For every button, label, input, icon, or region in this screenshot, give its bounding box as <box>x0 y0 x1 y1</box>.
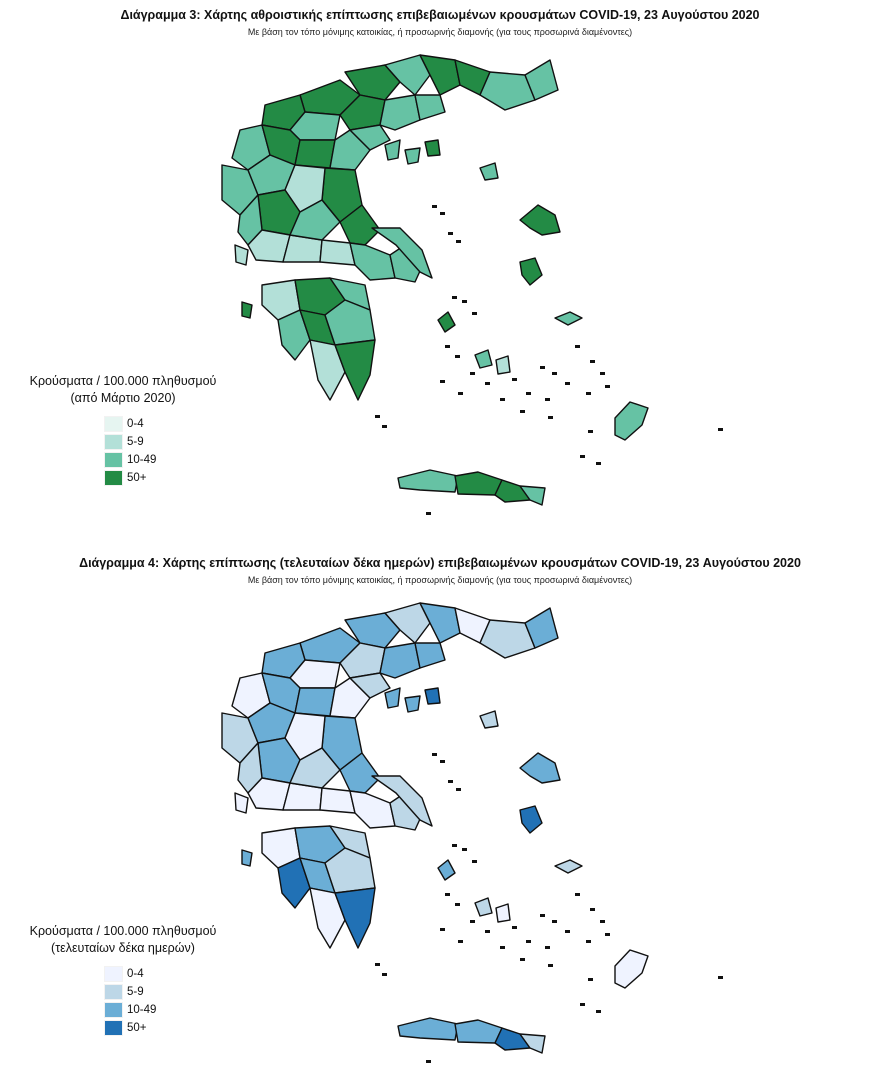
islet-shape <box>426 512 431 515</box>
islet-shape <box>512 926 517 929</box>
regional-unit-region <box>398 1018 458 1040</box>
regional-unit-region <box>475 350 492 368</box>
regional-unit-region <box>438 312 455 332</box>
islet-shape <box>586 940 591 943</box>
islet-shape <box>500 398 505 401</box>
islet-shape <box>445 345 450 348</box>
islet-shape <box>448 232 453 235</box>
legend-item: 50+ <box>104 469 228 487</box>
regional-unit-region <box>380 95 420 130</box>
islet-shape <box>448 780 453 783</box>
legend-item: 50+ <box>104 1019 228 1037</box>
regional-unit-region <box>425 688 440 704</box>
legend-item: 5-9 <box>104 983 228 1001</box>
regional-unit-region <box>475 898 492 916</box>
islet-shape <box>596 1010 601 1013</box>
islet-shape <box>520 958 525 961</box>
islet-shape <box>472 860 477 863</box>
islet-shape <box>432 205 437 208</box>
map-subtitle: Με βάση τον τόπο μόνιμης κατοικίας, ή προσωρινής διαμονής (για τους προσωρινά διαμένοντες) <box>247 575 633 585</box>
islet-shape <box>520 410 525 413</box>
regional-unit-region <box>405 696 420 712</box>
islet-shape <box>440 928 445 931</box>
regional-unit-region <box>385 688 400 708</box>
islet-shape <box>565 382 570 385</box>
regional-unit-region <box>380 643 420 678</box>
islet-shape <box>462 848 467 851</box>
regional-unit-region <box>385 140 400 160</box>
legend-title: Κρούσματα / 100.000 πληθυσμού (τελευταίων δέκα ημερών) <box>29 924 217 955</box>
islet-shape <box>526 940 531 943</box>
regional-unit-region <box>242 302 252 318</box>
legend-swatch <box>104 1002 123 1018</box>
legend-swatch <box>104 434 123 450</box>
regional-unit-region <box>555 860 582 873</box>
islet-shape <box>382 425 387 428</box>
islet-shape <box>590 360 595 363</box>
map-panel-cumulative <box>0 0 880 540</box>
map-title: Διάγραμμα 4: Χάρτης επίπτωσης (τελευταίων δέκα ημερών) επιβεβαιωμένων κρουσμάτων COVID-19, 23 Αυγούστου 2020 <box>79 556 801 570</box>
islet-shape <box>455 355 460 358</box>
islet-shape <box>545 398 550 401</box>
regional-unit-region <box>405 148 420 164</box>
regional-unit-region <box>615 950 648 988</box>
regional-unit-region <box>455 1020 502 1043</box>
islet-shape <box>458 392 463 395</box>
islet-shape <box>600 920 605 923</box>
regional-unit-region <box>398 470 458 492</box>
islet-shape <box>462 300 467 303</box>
islet-shape <box>588 978 593 981</box>
legend-swatch <box>104 1020 123 1036</box>
regional-unit-region <box>295 688 335 716</box>
regional-unit-region <box>555 312 582 325</box>
legend-swatch <box>104 984 123 1000</box>
regional-unit-region <box>496 904 510 922</box>
islet-shape <box>382 973 387 976</box>
islet-shape <box>445 893 450 896</box>
legend-item: 0-4 <box>104 965 228 983</box>
map-subtitle: Με βάση τον τόπο μόνιμης κατοικίας, ή προσωρινής διαμονής (για τους προσωρινά διαμένοντες) <box>247 27 633 37</box>
islet-shape <box>605 385 610 388</box>
islet-shape <box>718 976 723 979</box>
islet-shape <box>565 930 570 933</box>
islet-shape <box>600 372 605 375</box>
islet-shape <box>456 788 461 791</box>
islet-shape <box>458 940 463 943</box>
regional-unit-region <box>520 753 560 783</box>
regional-unit-region <box>350 791 395 828</box>
islet-shape <box>472 312 477 315</box>
islet-shape <box>586 392 591 395</box>
islet-shape <box>432 753 437 756</box>
regional-unit-region <box>496 356 510 374</box>
legend-item: 5-9 <box>104 433 228 451</box>
islet-shape <box>375 963 380 966</box>
regional-unit-region <box>415 95 445 120</box>
map-legend <box>18 373 228 487</box>
map-title: Διάγραμμα 3: Χάρτης αθροιστικής επίπτωσης επιβεβαιωμένων κρουσμάτων COVID-19, 23 Αυγούστου 2020 <box>120 8 760 22</box>
islet-shape <box>440 380 445 383</box>
islet-shape <box>500 946 505 949</box>
regional-unit-region <box>425 140 440 156</box>
islet-shape <box>440 760 445 763</box>
legend-item: 10-49 <box>104 1001 228 1019</box>
islet-shape <box>548 416 553 419</box>
regional-unit-region <box>415 643 445 668</box>
islet-shape <box>588 430 593 433</box>
map-panel-ten-day <box>0 548 880 1082</box>
islet-shape <box>540 914 545 917</box>
regional-unit-region <box>455 472 502 495</box>
legend-swatch <box>104 416 123 432</box>
islet-shape <box>540 366 545 369</box>
regional-unit-region <box>480 163 498 180</box>
legend-swatch <box>104 966 123 982</box>
islet-shape <box>575 893 580 896</box>
islet-shape <box>452 296 457 299</box>
islet-shape <box>470 920 475 923</box>
islet-shape <box>526 392 531 395</box>
islet-shape <box>485 382 490 385</box>
regional-unit-region <box>350 243 395 280</box>
legend-swatch <box>104 470 123 486</box>
islet-shape <box>580 455 585 458</box>
legend-item: 0-4 <box>104 415 228 433</box>
islet-shape <box>452 844 457 847</box>
islet-shape <box>512 378 517 381</box>
regional-unit-region <box>295 140 335 168</box>
regional-unit-region <box>480 711 498 728</box>
islet-shape <box>590 908 595 911</box>
islet-shape <box>605 933 610 936</box>
islet-shape <box>470 372 475 375</box>
regional-unit-region <box>235 245 248 265</box>
regional-unit-region <box>520 205 560 235</box>
regional-unit-region <box>242 850 252 866</box>
regional-unit-region <box>438 860 455 880</box>
regional-unit-region <box>615 402 648 440</box>
legend-swatch <box>104 452 123 468</box>
regional-unit-region <box>235 793 248 813</box>
islet-shape <box>575 345 580 348</box>
islet-shape <box>548 964 553 967</box>
islet-shape <box>485 930 490 933</box>
islet-shape <box>440 212 445 215</box>
islet-shape <box>545 946 550 949</box>
islet-shape <box>552 920 557 923</box>
regional-unit-region <box>520 258 542 285</box>
regional-unit-region <box>520 806 542 833</box>
islet-shape <box>456 240 461 243</box>
legend-title: Κρούσματα / 100.000 πληθυσμού (από Μάρτιο 2020) <box>29 374 217 405</box>
map-legend <box>18 923 228 1037</box>
legend-item: 10-49 <box>104 451 228 469</box>
islet-shape <box>455 903 460 906</box>
islet-shape <box>552 372 557 375</box>
islet-shape <box>426 1060 431 1063</box>
islet-shape <box>375 415 380 418</box>
islet-shape <box>580 1003 585 1006</box>
islet-shape <box>596 462 601 465</box>
islet-shape <box>718 428 723 431</box>
